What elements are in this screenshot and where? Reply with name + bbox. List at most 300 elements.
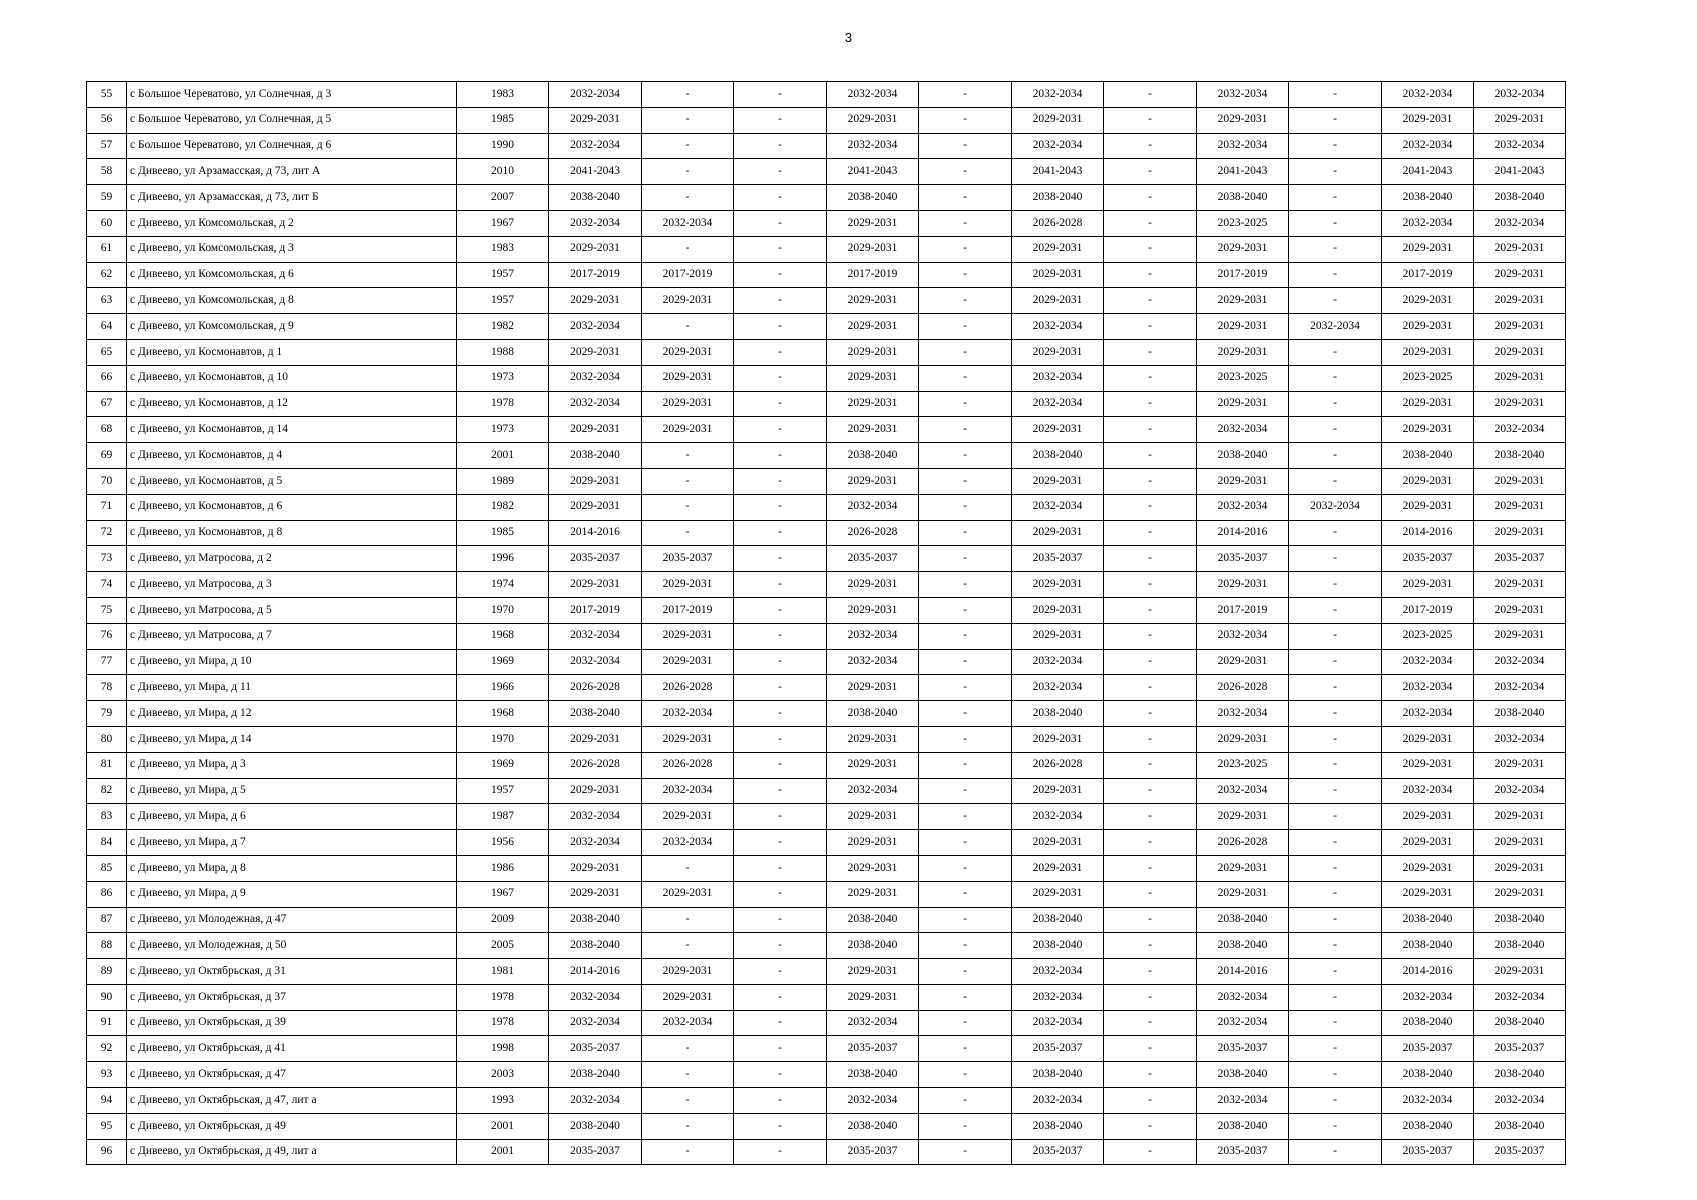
table-row bbox=[87, 726, 1566, 752]
schedule-period-cell: 2041-2043 bbox=[827, 159, 919, 185]
schedule-period-cell: 2029-2031 bbox=[827, 339, 919, 365]
schedule-period-cell: - bbox=[919, 752, 1012, 778]
schedule-period-cell: - bbox=[919, 262, 1012, 288]
schedule-period-cell: 2035-2037 bbox=[1382, 1036, 1474, 1062]
schedule-period-cell: - bbox=[1289, 597, 1382, 623]
schedule-period-cell: 2038-2040 bbox=[1474, 907, 1566, 933]
schedule-period-cell: 2029-2031 bbox=[1197, 468, 1289, 494]
schedule-period-cell: 2029-2031 bbox=[1012, 623, 1104, 649]
table-row bbox=[87, 391, 1566, 417]
schedule-period-cell: - bbox=[1289, 391, 1382, 417]
schedule-period-cell: - bbox=[1289, 623, 1382, 649]
schedule-period-cell: 2032-2034 bbox=[1382, 1088, 1474, 1114]
schedule-period-cell: 2026-2028 bbox=[827, 520, 919, 546]
year-built-cell: 1973 bbox=[457, 365, 549, 391]
schedule-period-cell: 2038-2040 bbox=[1382, 907, 1474, 933]
schedule-period-cell: - bbox=[919, 443, 1012, 469]
schedule-period-cell: - bbox=[734, 468, 827, 494]
table-row bbox=[87, 494, 1566, 520]
table-row bbox=[87, 468, 1566, 494]
schedule-period-cell: 2038-2040 bbox=[1197, 1062, 1289, 1088]
schedule-period-cell: - bbox=[1289, 262, 1382, 288]
schedule-period-cell: 2032-2034 bbox=[1382, 778, 1474, 804]
year-built-cell: 1982 bbox=[457, 314, 549, 340]
schedule-period-cell: - bbox=[734, 417, 827, 443]
schedule-period-cell: 2032-2034 bbox=[827, 133, 919, 159]
schedule-period-cell: - bbox=[919, 288, 1012, 314]
schedule-period-cell: - bbox=[1289, 675, 1382, 701]
schedule-period-cell: - bbox=[734, 262, 827, 288]
schedule-period-cell: 2029-2031 bbox=[1474, 262, 1566, 288]
table-row bbox=[87, 1036, 1566, 1062]
schedule-period-cell: 2029-2031 bbox=[549, 417, 642, 443]
schedule-period-cell: - bbox=[1104, 417, 1197, 443]
row-number-cell: 78 bbox=[87, 675, 127, 701]
schedule-period-cell: 2017-2019 bbox=[1197, 262, 1289, 288]
schedule-period-cell: 2032-2034 bbox=[827, 494, 919, 520]
schedule-period-cell: - bbox=[1289, 185, 1382, 211]
schedule-period-cell: - bbox=[1289, 1113, 1382, 1139]
schedule-period-cell: - bbox=[642, 236, 734, 262]
year-built-cell: 1974 bbox=[457, 572, 549, 598]
schedule-period-cell: 2029-2031 bbox=[1012, 572, 1104, 598]
schedule-period-cell: 2032-2034 bbox=[827, 778, 919, 804]
schedule-period-cell: 2038-2040 bbox=[1474, 185, 1566, 211]
schedule-period-cell: 2017-2019 bbox=[642, 262, 734, 288]
schedule-period-cell: 2029-2031 bbox=[1197, 288, 1289, 314]
schedule-period-cell: - bbox=[642, 520, 734, 546]
schedule-period-cell: 2029-2031 bbox=[1012, 262, 1104, 288]
schedule-period-cell: 2032-2034 bbox=[1197, 494, 1289, 520]
schedule-period-cell: - bbox=[734, 1010, 827, 1036]
schedule-period-cell: - bbox=[1104, 443, 1197, 469]
schedule-period-cell: - bbox=[1104, 391, 1197, 417]
address-cell: с Дивеево, ул Мира, д 12 bbox=[127, 701, 457, 727]
address-cell: с Дивеево, ул Молодежная, д 50 bbox=[127, 933, 457, 959]
schedule-period-cell: - bbox=[1104, 82, 1197, 108]
schedule-period-cell: - bbox=[1104, 1062, 1197, 1088]
address-cell: с Дивеево, ул Космонавтов, д 6 bbox=[127, 494, 457, 520]
schedule-period-cell: - bbox=[734, 288, 827, 314]
schedule-period-cell: - bbox=[919, 314, 1012, 340]
schedule-period-cell: - bbox=[1104, 236, 1197, 262]
table-row bbox=[87, 572, 1566, 598]
address-cell: с Дивеево, ул Мира, д 7 bbox=[127, 830, 457, 856]
schedule-period-cell: 2029-2031 bbox=[1474, 959, 1566, 985]
table-row bbox=[87, 907, 1566, 933]
schedule-period-cell: 2029-2031 bbox=[1474, 597, 1566, 623]
schedule-period-cell: 2038-2040 bbox=[1197, 907, 1289, 933]
schedule-period-cell: 2035-2037 bbox=[827, 1139, 919, 1165]
table-row bbox=[87, 855, 1566, 881]
address-cell: с Дивеево, ул Космонавтов, д 1 bbox=[127, 339, 457, 365]
schedule-period-cell: 2017-2019 bbox=[827, 262, 919, 288]
row-number-cell: 58 bbox=[87, 159, 127, 185]
schedule-period-cell: - bbox=[1104, 804, 1197, 830]
table-row bbox=[87, 546, 1566, 572]
schedule-period-cell: 2029-2031 bbox=[827, 210, 919, 236]
schedule-period-cell: 2029-2031 bbox=[827, 959, 919, 985]
schedule-period-cell: - bbox=[734, 804, 827, 830]
schedule-period-cell: 2029-2031 bbox=[1012, 726, 1104, 752]
schedule-period-cell: 2029-2031 bbox=[1382, 288, 1474, 314]
year-built-cell: 1985 bbox=[457, 520, 549, 546]
schedule-period-cell: 2029-2031 bbox=[1382, 726, 1474, 752]
schedule-period-cell: 2032-2034 bbox=[549, 314, 642, 340]
address-cell: с Дивеево, ул Октябрьская, д 41 bbox=[127, 1036, 457, 1062]
row-number-cell: 64 bbox=[87, 314, 127, 340]
schedule-period-cell: - bbox=[1104, 159, 1197, 185]
schedule-period-cell: - bbox=[734, 597, 827, 623]
schedule-period-cell: 2032-2034 bbox=[1474, 1088, 1566, 1114]
schedule-period-cell: 2032-2034 bbox=[1382, 649, 1474, 675]
schedule-period-cell: - bbox=[1104, 1036, 1197, 1062]
year-built-cell: 1996 bbox=[457, 546, 549, 572]
schedule-period-cell: - bbox=[734, 933, 827, 959]
address-cell: с Дивеево, ул Матросова, д 5 bbox=[127, 597, 457, 623]
address-cell: с Большое Череватово, ул Солнечная, д 5 bbox=[127, 107, 457, 133]
year-built-cell: 1957 bbox=[457, 288, 549, 314]
schedule-period-cell: 2035-2037 bbox=[1197, 546, 1289, 572]
schedule-period-cell: - bbox=[734, 907, 827, 933]
schedule-period-cell: 2032-2034 bbox=[1382, 701, 1474, 727]
schedule-period-cell: 2035-2037 bbox=[1012, 1139, 1104, 1165]
table-row bbox=[87, 830, 1566, 856]
schedule-period-cell: - bbox=[734, 107, 827, 133]
schedule-period-cell: 2038-2040 bbox=[1012, 701, 1104, 727]
table-row bbox=[87, 752, 1566, 778]
schedule-period-cell: - bbox=[642, 107, 734, 133]
schedule-period-cell: 2038-2040 bbox=[549, 907, 642, 933]
schedule-period-cell: - bbox=[919, 1062, 1012, 1088]
schedule-period-cell: - bbox=[1289, 726, 1382, 752]
row-number-cell: 70 bbox=[87, 468, 127, 494]
schedule-period-cell: 2029-2031 bbox=[1012, 236, 1104, 262]
schedule-period-cell: 2029-2031 bbox=[642, 391, 734, 417]
schedule-period-cell: - bbox=[919, 830, 1012, 856]
table-row bbox=[87, 675, 1566, 701]
schedule-period-cell: 2032-2034 bbox=[642, 701, 734, 727]
schedule-period-cell: 2035-2037 bbox=[1197, 1139, 1289, 1165]
schedule-period-cell: 2038-2040 bbox=[1474, 701, 1566, 727]
schedule-period-cell: 2029-2031 bbox=[1197, 572, 1289, 598]
schedule-period-cell: 2029-2031 bbox=[1474, 830, 1566, 856]
schedule-period-cell: 2032-2034 bbox=[549, 1088, 642, 1114]
schedule-period-cell: 2032-2034 bbox=[549, 623, 642, 649]
schedule-period-cell: 2032-2034 bbox=[1012, 959, 1104, 985]
address-cell: с Дивеево, ул Октябрьская, д 47 bbox=[127, 1062, 457, 1088]
schedule-period-cell: - bbox=[919, 468, 1012, 494]
address-cell: с Большое Череватово, ул Солнечная, д 3 bbox=[127, 82, 457, 108]
schedule-period-cell: - bbox=[919, 1139, 1012, 1165]
schedule-period-cell: 2032-2034 bbox=[827, 623, 919, 649]
schedule-period-cell: - bbox=[919, 597, 1012, 623]
schedule-period-cell: - bbox=[734, 649, 827, 675]
row-number-cell: 95 bbox=[87, 1113, 127, 1139]
year-built-cell: 1968 bbox=[457, 623, 549, 649]
schedule-period-cell: 2032-2034 bbox=[1012, 391, 1104, 417]
schedule-period-cell: 2023-2025 bbox=[1197, 210, 1289, 236]
schedule-period-cell: - bbox=[1289, 752, 1382, 778]
schedule-period-cell: 2029-2031 bbox=[1474, 339, 1566, 365]
schedule-period-cell: 2029-2031 bbox=[1474, 520, 1566, 546]
table-body bbox=[87, 82, 1566, 1165]
schedule-period-cell: - bbox=[1289, 649, 1382, 675]
address-cell: с Дивеево, ул Мира, д 5 bbox=[127, 778, 457, 804]
table-row bbox=[87, 984, 1566, 1010]
schedule-period-cell: 2029-2031 bbox=[1382, 881, 1474, 907]
schedule-period-cell: 2041-2043 bbox=[1382, 159, 1474, 185]
schedule-period-cell: 2029-2031 bbox=[642, 959, 734, 985]
row-number-cell: 61 bbox=[87, 236, 127, 262]
schedule-period-cell: - bbox=[1289, 417, 1382, 443]
schedule-period-cell: - bbox=[1104, 288, 1197, 314]
row-number-cell: 63 bbox=[87, 288, 127, 314]
schedule-period-cell: 2032-2034 bbox=[549, 133, 642, 159]
table-row bbox=[87, 649, 1566, 675]
schedule-period-cell: 2038-2040 bbox=[1197, 1113, 1289, 1139]
schedule-period-cell: 2029-2031 bbox=[642, 572, 734, 598]
schedule-period-cell: - bbox=[1104, 520, 1197, 546]
row-number-cell: 88 bbox=[87, 933, 127, 959]
schedule-period-cell: - bbox=[734, 881, 827, 907]
schedule-period-cell: 2038-2040 bbox=[1012, 185, 1104, 211]
schedule-period-cell: - bbox=[1289, 830, 1382, 856]
schedule-period-cell: 2032-2034 bbox=[1012, 649, 1104, 675]
row-number-cell: 74 bbox=[87, 572, 127, 598]
schedule-period-cell: 2023-2025 bbox=[1197, 365, 1289, 391]
table-row bbox=[87, 443, 1566, 469]
schedule-period-cell: - bbox=[919, 933, 1012, 959]
year-built-cell: 1970 bbox=[457, 597, 549, 623]
schedule-period-cell: - bbox=[1289, 804, 1382, 830]
schedule-period-cell: 2029-2031 bbox=[1197, 881, 1289, 907]
schedule-period-cell: 2029-2031 bbox=[1012, 855, 1104, 881]
year-built-cell: 1986 bbox=[457, 855, 549, 881]
year-built-cell: 2003 bbox=[457, 1062, 549, 1088]
schedule-period-cell: - bbox=[919, 107, 1012, 133]
schedule-period-cell: 2029-2031 bbox=[642, 881, 734, 907]
schedule-period-cell: 2029-2031 bbox=[1474, 804, 1566, 830]
schedule-period-cell: 2029-2031 bbox=[827, 984, 919, 1010]
schedule-period-cell: 2032-2034 bbox=[1012, 314, 1104, 340]
table-row bbox=[87, 262, 1566, 288]
schedule-period-cell: 2029-2031 bbox=[827, 597, 919, 623]
schedule-period-cell: 2032-2034 bbox=[1382, 133, 1474, 159]
schedule-period-cell: - bbox=[1289, 288, 1382, 314]
schedule-period-cell: 2029-2031 bbox=[1382, 830, 1474, 856]
schedule-period-cell: - bbox=[734, 984, 827, 1010]
schedule-period-cell: 2029-2031 bbox=[827, 881, 919, 907]
schedule-period-cell: 2026-2028 bbox=[1012, 210, 1104, 236]
schedule-period-cell: 2029-2031 bbox=[1012, 597, 1104, 623]
schedule-period-cell: 2029-2031 bbox=[1382, 107, 1474, 133]
schedule-period-cell: 2029-2031 bbox=[827, 675, 919, 701]
year-built-cell: 1969 bbox=[457, 752, 549, 778]
schedule-period-cell: 2029-2031 bbox=[1382, 417, 1474, 443]
address-cell: с Дивеево, ул Космонавтов, д 5 bbox=[127, 468, 457, 494]
schedule-period-cell: 2038-2040 bbox=[549, 185, 642, 211]
schedule-period-cell: 2032-2034 bbox=[1197, 778, 1289, 804]
schedule-period-cell: - bbox=[1104, 1139, 1197, 1165]
table-row bbox=[87, 339, 1566, 365]
schedule-period-cell: - bbox=[1289, 339, 1382, 365]
schedule-period-cell: - bbox=[1289, 159, 1382, 185]
schedule-period-cell: 2029-2031 bbox=[549, 855, 642, 881]
year-built-cell: 1957 bbox=[457, 778, 549, 804]
schedule-period-cell: - bbox=[734, 572, 827, 598]
repair-schedule-table bbox=[86, 81, 1566, 1165]
schedule-period-cell: 2032-2034 bbox=[1382, 82, 1474, 108]
schedule-period-cell: 2038-2040 bbox=[827, 443, 919, 469]
schedule-period-cell: 2029-2031 bbox=[827, 468, 919, 494]
schedule-period-cell: 2032-2034 bbox=[642, 830, 734, 856]
schedule-period-cell: 2014-2016 bbox=[549, 520, 642, 546]
table-row bbox=[87, 314, 1566, 340]
schedule-period-cell: 2029-2031 bbox=[1012, 468, 1104, 494]
year-built-cell: 2010 bbox=[457, 159, 549, 185]
schedule-period-cell: - bbox=[1104, 623, 1197, 649]
schedule-period-cell: 2032-2034 bbox=[1474, 726, 1566, 752]
schedule-period-cell: 2029-2031 bbox=[1382, 314, 1474, 340]
schedule-period-cell: - bbox=[919, 365, 1012, 391]
schedule-period-cell: 2029-2031 bbox=[1382, 804, 1474, 830]
schedule-period-cell: 2038-2040 bbox=[1012, 443, 1104, 469]
table-row bbox=[87, 185, 1566, 211]
schedule-period-cell: 2032-2034 bbox=[1474, 417, 1566, 443]
schedule-period-cell: 2038-2040 bbox=[1382, 1010, 1474, 1036]
address-cell: с Дивеево, ул Октябрьская, д 39 bbox=[127, 1010, 457, 1036]
schedule-period-cell: 2029-2031 bbox=[1012, 417, 1104, 443]
schedule-period-cell: - bbox=[1104, 210, 1197, 236]
schedule-period-cell: 2038-2040 bbox=[1012, 1113, 1104, 1139]
row-number-cell: 91 bbox=[87, 1010, 127, 1036]
schedule-period-cell: 2029-2031 bbox=[1474, 468, 1566, 494]
schedule-period-cell: 2029-2031 bbox=[642, 726, 734, 752]
schedule-period-cell: 2038-2040 bbox=[1474, 443, 1566, 469]
row-number-cell: 71 bbox=[87, 494, 127, 520]
schedule-period-cell: - bbox=[642, 159, 734, 185]
schedule-period-cell: 2029-2031 bbox=[1012, 830, 1104, 856]
schedule-period-cell: 2038-2040 bbox=[1382, 933, 1474, 959]
table-row bbox=[87, 804, 1566, 830]
schedule-period-cell: 2032-2034 bbox=[549, 391, 642, 417]
page-number: 3 bbox=[844, 30, 853, 45]
schedule-period-cell: - bbox=[1289, 1010, 1382, 1036]
schedule-period-cell: 2026-2028 bbox=[1012, 752, 1104, 778]
schedule-period-cell: - bbox=[642, 314, 734, 340]
schedule-period-cell: 2029-2031 bbox=[549, 288, 642, 314]
schedule-period-cell: - bbox=[919, 1088, 1012, 1114]
schedule-period-cell: - bbox=[734, 391, 827, 417]
row-number-cell: 79 bbox=[87, 701, 127, 727]
schedule-period-cell: 2029-2031 bbox=[549, 572, 642, 598]
schedule-period-cell: 2023-2025 bbox=[1382, 365, 1474, 391]
table-row bbox=[87, 133, 1566, 159]
schedule-period-cell: - bbox=[734, 314, 827, 340]
schedule-period-cell: 2029-2031 bbox=[549, 107, 642, 133]
schedule-period-cell: 2032-2034 bbox=[1474, 984, 1566, 1010]
schedule-period-cell: - bbox=[642, 1088, 734, 1114]
schedule-period-cell: - bbox=[919, 159, 1012, 185]
schedule-period-cell: - bbox=[734, 494, 827, 520]
schedule-period-cell: 2029-2031 bbox=[1474, 391, 1566, 417]
schedule-period-cell: 2029-2031 bbox=[827, 752, 919, 778]
row-number-cell: 55 bbox=[87, 82, 127, 108]
row-number-cell: 73 bbox=[87, 546, 127, 572]
schedule-period-cell: 2029-2031 bbox=[1197, 726, 1289, 752]
year-built-cell: 1990 bbox=[457, 133, 549, 159]
year-built-cell: 1982 bbox=[457, 494, 549, 520]
schedule-period-cell: 2029-2031 bbox=[1012, 288, 1104, 314]
schedule-period-cell: 2035-2037 bbox=[1382, 546, 1474, 572]
address-cell: с Дивеево, ул Матросова, д 2 bbox=[127, 546, 457, 572]
schedule-period-cell: 2038-2040 bbox=[1197, 443, 1289, 469]
schedule-period-cell: - bbox=[1104, 1010, 1197, 1036]
year-built-cell: 1957 bbox=[457, 262, 549, 288]
schedule-period-cell: - bbox=[919, 82, 1012, 108]
schedule-period-cell: - bbox=[1104, 907, 1197, 933]
schedule-period-cell: 2032-2034 bbox=[1382, 210, 1474, 236]
schedule-period-cell: - bbox=[1104, 546, 1197, 572]
schedule-period-cell: - bbox=[734, 546, 827, 572]
address-cell: с Дивеево, ул Мира, д 8 bbox=[127, 855, 457, 881]
year-built-cell: 1973 bbox=[457, 417, 549, 443]
address-cell: с Дивеево, ул Октябрьская, д 47, лит а bbox=[127, 1088, 457, 1114]
year-built-cell: 1956 bbox=[457, 830, 549, 856]
schedule-period-cell: 2038-2040 bbox=[827, 1062, 919, 1088]
schedule-period-cell: 2029-2031 bbox=[549, 468, 642, 494]
schedule-period-cell: 2032-2034 bbox=[1012, 984, 1104, 1010]
address-cell: с Дивеево, ул Октябрьская, д 49 bbox=[127, 1113, 457, 1139]
schedule-period-cell: - bbox=[919, 959, 1012, 985]
row-number-cell: 82 bbox=[87, 778, 127, 804]
schedule-period-cell: 2029-2031 bbox=[1382, 391, 1474, 417]
schedule-period-cell: 2023-2025 bbox=[1382, 623, 1474, 649]
schedule-period-cell: - bbox=[1289, 546, 1382, 572]
schedule-period-cell: - bbox=[642, 933, 734, 959]
schedule-period-cell: 2029-2031 bbox=[1382, 855, 1474, 881]
schedule-period-cell: - bbox=[1104, 494, 1197, 520]
schedule-period-cell: 2029-2031 bbox=[1382, 468, 1474, 494]
address-cell: с Дивеево, ул Арзамасская, д 73, лит Б bbox=[127, 185, 457, 211]
schedule-period-cell: - bbox=[734, 1062, 827, 1088]
schedule-period-cell: 2029-2031 bbox=[642, 417, 734, 443]
schedule-period-cell: 2032-2034 bbox=[642, 778, 734, 804]
address-cell: с Дивеево, ул Космонавтов, д 4 bbox=[127, 443, 457, 469]
schedule-period-cell: - bbox=[734, 830, 827, 856]
schedule-period-cell: 2035-2037 bbox=[549, 1139, 642, 1165]
schedule-period-cell: 2017-2019 bbox=[1197, 597, 1289, 623]
schedule-period-cell: - bbox=[1289, 855, 1382, 881]
schedule-period-cell: - bbox=[734, 365, 827, 391]
year-built-cell: 1968 bbox=[457, 701, 549, 727]
schedule-period-cell: 2038-2040 bbox=[1382, 443, 1474, 469]
address-cell: с Дивеево, ул Космонавтов, д 14 bbox=[127, 417, 457, 443]
year-built-cell: 1989 bbox=[457, 468, 549, 494]
schedule-period-cell: 2029-2031 bbox=[1197, 314, 1289, 340]
schedule-period-cell: - bbox=[734, 1036, 827, 1062]
schedule-period-cell: - bbox=[919, 623, 1012, 649]
schedule-period-cell: 2032-2034 bbox=[1197, 1010, 1289, 1036]
address-cell: с Большое Череватово, ул Солнечная, д 6 bbox=[127, 133, 457, 159]
schedule-period-cell: 2032-2034 bbox=[1012, 494, 1104, 520]
row-number-cell: 56 bbox=[87, 107, 127, 133]
schedule-period-cell: - bbox=[1289, 520, 1382, 546]
schedule-period-cell: - bbox=[1104, 726, 1197, 752]
schedule-period-cell: 2029-2031 bbox=[642, 288, 734, 314]
address-cell: с Дивеево, ул Октябрьская, д 49, лит а bbox=[127, 1139, 457, 1165]
